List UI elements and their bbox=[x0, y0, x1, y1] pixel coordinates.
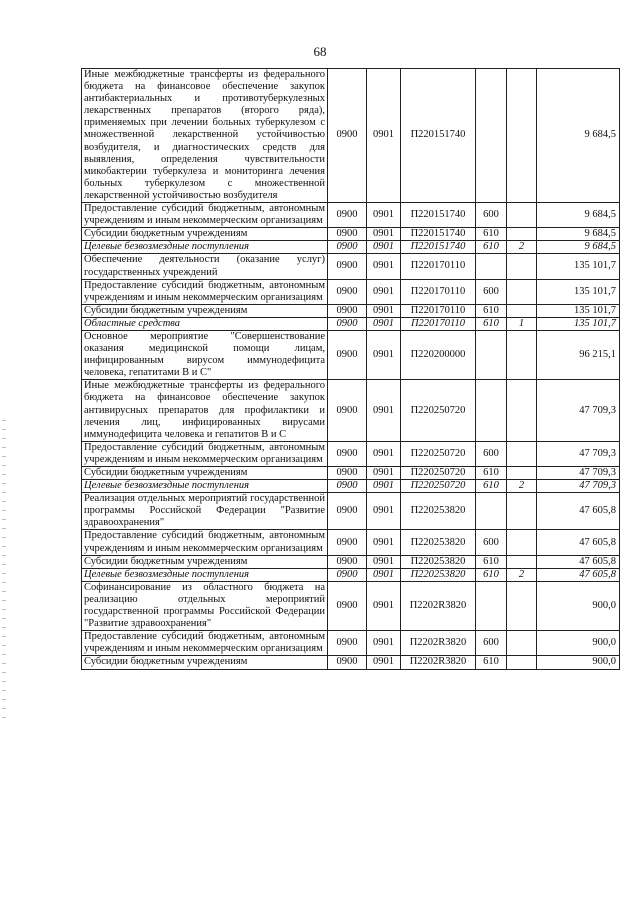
funding-source-code-cell bbox=[507, 228, 537, 241]
target-article-code-cell: П2202R3820 bbox=[401, 631, 476, 656]
section-code-cell: 0901 bbox=[367, 581, 401, 630]
funding-source-code-cell bbox=[507, 441, 537, 466]
section-code-cell: 0901 bbox=[367, 530, 401, 555]
item-name-cell: Субсидии бюджетным учреждениям bbox=[82, 228, 328, 241]
item-name-cell: Иные межбюджетные трансферты из федерального бюджета на финансовое обеспечение закупок антивирусных препаратов для профилактики и лечения лиц, инфицированных вирусами иммунодефицита человека и гепатитов В и С bbox=[82, 380, 328, 441]
expense-type-code-cell: 610 bbox=[476, 304, 507, 317]
department-code-cell: 0900 bbox=[328, 656, 367, 669]
item-name-cell: Предоставление субсидий бюджетным, автономным учреждениям и иным некоммерческим организациям bbox=[82, 203, 328, 228]
table-row bbox=[82, 279, 620, 304]
table-row bbox=[82, 555, 620, 568]
section-code-cell: 0901 bbox=[367, 480, 401, 493]
amount-cell: 9 684,5 bbox=[537, 203, 620, 228]
table-row bbox=[82, 530, 620, 555]
funding-source-code-cell bbox=[507, 380, 537, 441]
table-row bbox=[82, 441, 620, 466]
target-article-code-cell: П220253820 bbox=[401, 555, 476, 568]
target-article-code-cell: П220253820 bbox=[401, 530, 476, 555]
expense-type-code-cell bbox=[476, 254, 507, 279]
target-article-code-cell: П220170110 bbox=[401, 304, 476, 317]
target-article-code-cell: П220250720 bbox=[401, 441, 476, 466]
table-row bbox=[82, 631, 620, 656]
expense-type-code-cell: 610 bbox=[476, 317, 507, 330]
margin-mark bbox=[2, 420, 6, 720]
expense-type-code-cell: 610 bbox=[476, 656, 507, 669]
funding-source-code-cell bbox=[507, 279, 537, 304]
item-name-cell: Целевые безвозмездные поступления bbox=[82, 480, 328, 493]
amount-cell: 135 101,7 bbox=[537, 279, 620, 304]
department-code-cell: 0900 bbox=[328, 581, 367, 630]
department-code-cell: 0900 bbox=[328, 330, 367, 379]
section-code-cell: 0901 bbox=[367, 317, 401, 330]
item-name-cell: Субсидии бюджетным учреждениям bbox=[82, 555, 328, 568]
amount-cell: 47 709,3 bbox=[537, 467, 620, 480]
expense-type-code-cell: 610 bbox=[476, 555, 507, 568]
funding-source-code-cell bbox=[507, 254, 537, 279]
section-code-cell: 0901 bbox=[367, 631, 401, 656]
section-code-cell: 0901 bbox=[367, 228, 401, 241]
amount-cell: 9 684,5 bbox=[537, 228, 620, 241]
amount-cell: 47 605,8 bbox=[537, 568, 620, 581]
table-row bbox=[82, 241, 620, 254]
department-code-cell: 0900 bbox=[328, 228, 367, 241]
amount-cell: 135 101,7 bbox=[537, 317, 620, 330]
item-name-cell: Софинансирование из областного бюджета на реализацию отдельных мероприятий государственной программы Российской Федерации "Развитие здравоохранения" bbox=[82, 581, 328, 630]
target-article-code-cell: П220250720 bbox=[401, 480, 476, 493]
budget-table bbox=[81, 68, 620, 670]
table-row bbox=[82, 69, 620, 203]
department-code-cell: 0900 bbox=[328, 631, 367, 656]
item-name-cell: Предоставление субсидий бюджетным, автономным учреждениям и иным некоммерческим организациям bbox=[82, 279, 328, 304]
section-code-cell: 0901 bbox=[367, 441, 401, 466]
target-article-code-cell: П220250720 bbox=[401, 467, 476, 480]
table-row bbox=[82, 304, 620, 317]
funding-source-code-cell: 2 bbox=[507, 241, 537, 254]
amount-cell: 900,0 bbox=[537, 581, 620, 630]
section-code-cell: 0901 bbox=[367, 330, 401, 379]
amount-cell: 47 709,3 bbox=[537, 480, 620, 493]
expense-type-code-cell: 600 bbox=[476, 441, 507, 466]
target-article-code-cell: П2202R3820 bbox=[401, 581, 476, 630]
table-row bbox=[82, 493, 620, 530]
table-row bbox=[82, 656, 620, 669]
item-name-cell: Целевые безвозмездные поступления bbox=[82, 241, 328, 254]
section-code-cell: 0901 bbox=[367, 203, 401, 228]
funding-source-code-cell bbox=[507, 656, 537, 669]
item-name-cell: Основное мероприятие "Совершенствование оказания медицинской помощи лицам, инфицированным вирусом иммунодефицита человека, гепатитами В и С" bbox=[82, 330, 328, 379]
department-code-cell: 0900 bbox=[328, 380, 367, 441]
target-article-code-cell: П220151740 bbox=[401, 203, 476, 228]
item-name-cell: Реализация отдельных мероприятий государственной программы Российской Федерации "Развитие здравоохранения" bbox=[82, 493, 328, 530]
section-code-cell: 0901 bbox=[367, 656, 401, 669]
section-code-cell: 0901 bbox=[367, 493, 401, 530]
item-name-cell: Субсидии бюджетным учреждениям bbox=[82, 467, 328, 480]
target-article-code-cell: П220170110 bbox=[401, 317, 476, 330]
budget-table-body bbox=[82, 69, 620, 670]
department-code-cell: 0900 bbox=[328, 530, 367, 555]
amount-cell: 47 605,8 bbox=[537, 555, 620, 568]
item-name-cell: Обеспечение деятельности (оказание услуг) государственных учреждений bbox=[82, 254, 328, 279]
target-article-code-cell: П220200000 bbox=[401, 330, 476, 379]
funding-source-code-cell bbox=[507, 631, 537, 656]
item-name-cell: Целевые безвозмездные поступления bbox=[82, 568, 328, 581]
page-number: 68 bbox=[313, 44, 327, 59]
funding-source-code-cell bbox=[507, 69, 537, 203]
target-article-code-cell: П2202R3820 bbox=[401, 656, 476, 669]
table-row bbox=[82, 317, 620, 330]
section-code-cell: 0901 bbox=[367, 304, 401, 317]
section-code-cell: 0901 bbox=[367, 555, 401, 568]
funding-source-code-cell bbox=[507, 304, 537, 317]
table-row bbox=[82, 380, 620, 441]
amount-cell: 9 684,5 bbox=[537, 69, 620, 203]
item-name-cell: Субсидии бюджетным учреждениям bbox=[82, 304, 328, 317]
table-row bbox=[82, 581, 620, 630]
table-row bbox=[82, 467, 620, 480]
table-row bbox=[82, 254, 620, 279]
item-name-cell: Предоставление субсидий бюджетным, автономным учреждениям и иным некоммерческим организациям bbox=[82, 441, 328, 466]
department-code-cell: 0900 bbox=[328, 317, 367, 330]
expense-type-code-cell: 610 bbox=[476, 241, 507, 254]
expense-type-code-cell: 610 bbox=[476, 467, 507, 480]
funding-source-code-cell bbox=[507, 467, 537, 480]
amount-cell: 47 709,3 bbox=[537, 380, 620, 441]
expense-type-code-cell bbox=[476, 330, 507, 379]
department-code-cell: 0900 bbox=[328, 241, 367, 254]
department-code-cell: 0900 bbox=[328, 441, 367, 466]
table-row bbox=[82, 480, 620, 493]
target-article-code-cell: П220253820 bbox=[401, 568, 476, 581]
target-article-code-cell: П220170110 bbox=[401, 279, 476, 304]
section-code-cell: 0901 bbox=[367, 279, 401, 304]
amount-cell: 9 684,5 bbox=[537, 241, 620, 254]
amount-cell: 47 605,8 bbox=[537, 530, 620, 555]
funding-source-code-cell: 2 bbox=[507, 568, 537, 581]
expense-type-code-cell: 600 bbox=[476, 203, 507, 228]
item-name-cell: Областные средства bbox=[82, 317, 328, 330]
funding-source-code-cell bbox=[507, 530, 537, 555]
item-name-cell: Субсидии бюджетным учреждениям bbox=[82, 656, 328, 669]
expense-type-code-cell bbox=[476, 581, 507, 630]
expense-type-code-cell bbox=[476, 69, 507, 203]
department-code-cell: 0900 bbox=[328, 279, 367, 304]
funding-source-code-cell bbox=[507, 581, 537, 630]
expense-type-code-cell: 610 bbox=[476, 568, 507, 581]
funding-source-code-cell bbox=[507, 555, 537, 568]
funding-source-code-cell: 2 bbox=[507, 480, 537, 493]
target-article-code-cell: П220170110 bbox=[401, 254, 476, 279]
funding-source-code-cell bbox=[507, 493, 537, 530]
amount-cell: 47 605,8 bbox=[537, 493, 620, 530]
amount-cell: 96 215,1 bbox=[537, 330, 620, 379]
funding-source-code-cell: 1 bbox=[507, 317, 537, 330]
target-article-code-cell: П220151740 bbox=[401, 69, 476, 203]
table-row bbox=[82, 330, 620, 379]
expense-type-code-cell: 600 bbox=[476, 631, 507, 656]
amount-cell: 135 101,7 bbox=[537, 304, 620, 317]
funding-source-code-cell bbox=[507, 330, 537, 379]
funding-source-code-cell bbox=[507, 203, 537, 228]
section-code-cell: 0901 bbox=[367, 380, 401, 441]
department-code-cell: 0900 bbox=[328, 254, 367, 279]
expense-type-code-cell: 610 bbox=[476, 480, 507, 493]
section-code-cell: 0901 bbox=[367, 69, 401, 203]
section-code-cell: 0901 bbox=[367, 241, 401, 254]
department-code-cell: 0900 bbox=[328, 568, 367, 581]
department-code-cell: 0900 bbox=[328, 493, 367, 530]
department-code-cell: 0900 bbox=[328, 304, 367, 317]
expense-type-code-cell: 610 bbox=[476, 228, 507, 241]
target-article-code-cell: П220151740 bbox=[401, 241, 476, 254]
amount-cell: 47 709,3 bbox=[537, 441, 620, 466]
amount-cell: 900,0 bbox=[537, 631, 620, 656]
department-code-cell: 0900 bbox=[328, 203, 367, 228]
item-name-cell: Предоставление субсидий бюджетным, автономным учреждениям и иным некоммерческим организациям bbox=[82, 631, 328, 656]
expense-type-code-cell: 600 bbox=[476, 530, 507, 555]
expense-type-code-cell: 600 bbox=[476, 279, 507, 304]
amount-cell: 135 101,7 bbox=[537, 254, 620, 279]
table-row bbox=[82, 228, 620, 241]
section-code-cell: 0901 bbox=[367, 467, 401, 480]
section-code-cell: 0901 bbox=[367, 254, 401, 279]
target-article-code-cell: П220151740 bbox=[401, 228, 476, 241]
target-article-code-cell: П220250720 bbox=[401, 380, 476, 441]
department-code-cell: 0900 bbox=[328, 480, 367, 493]
item-name-cell: Иные межбюджетные трансферты из федерального бюджета на финансовое обеспечение закупок антибактериальных и противотуберкулезных лекарственных препаратов (второго ряда), применяемых при лечении больных туберкулезом с множественной лекарственной устойчивостью возбудителя, и диагностических средств для выявления, определения чувствительности микобактерии туберкулеза и мониторинга лечения больных туберкулезом с множественной лекарственной устойчивостью возбудителя bbox=[82, 69, 328, 203]
department-code-cell: 0900 bbox=[328, 467, 367, 480]
section-code-cell: 0901 bbox=[367, 568, 401, 581]
department-code-cell: 0900 bbox=[328, 69, 367, 203]
department-code-cell: 0900 bbox=[328, 555, 367, 568]
amount-cell: 900,0 bbox=[537, 656, 620, 669]
table-row bbox=[82, 203, 620, 228]
expense-type-code-cell bbox=[476, 380, 507, 441]
target-article-code-cell: П220253820 bbox=[401, 493, 476, 530]
table-row bbox=[82, 568, 620, 581]
expense-type-code-cell bbox=[476, 493, 507, 530]
item-name-cell: Предоставление субсидий бюджетным, автономным учреждениям и иным некоммерческим организациям bbox=[82, 530, 328, 555]
